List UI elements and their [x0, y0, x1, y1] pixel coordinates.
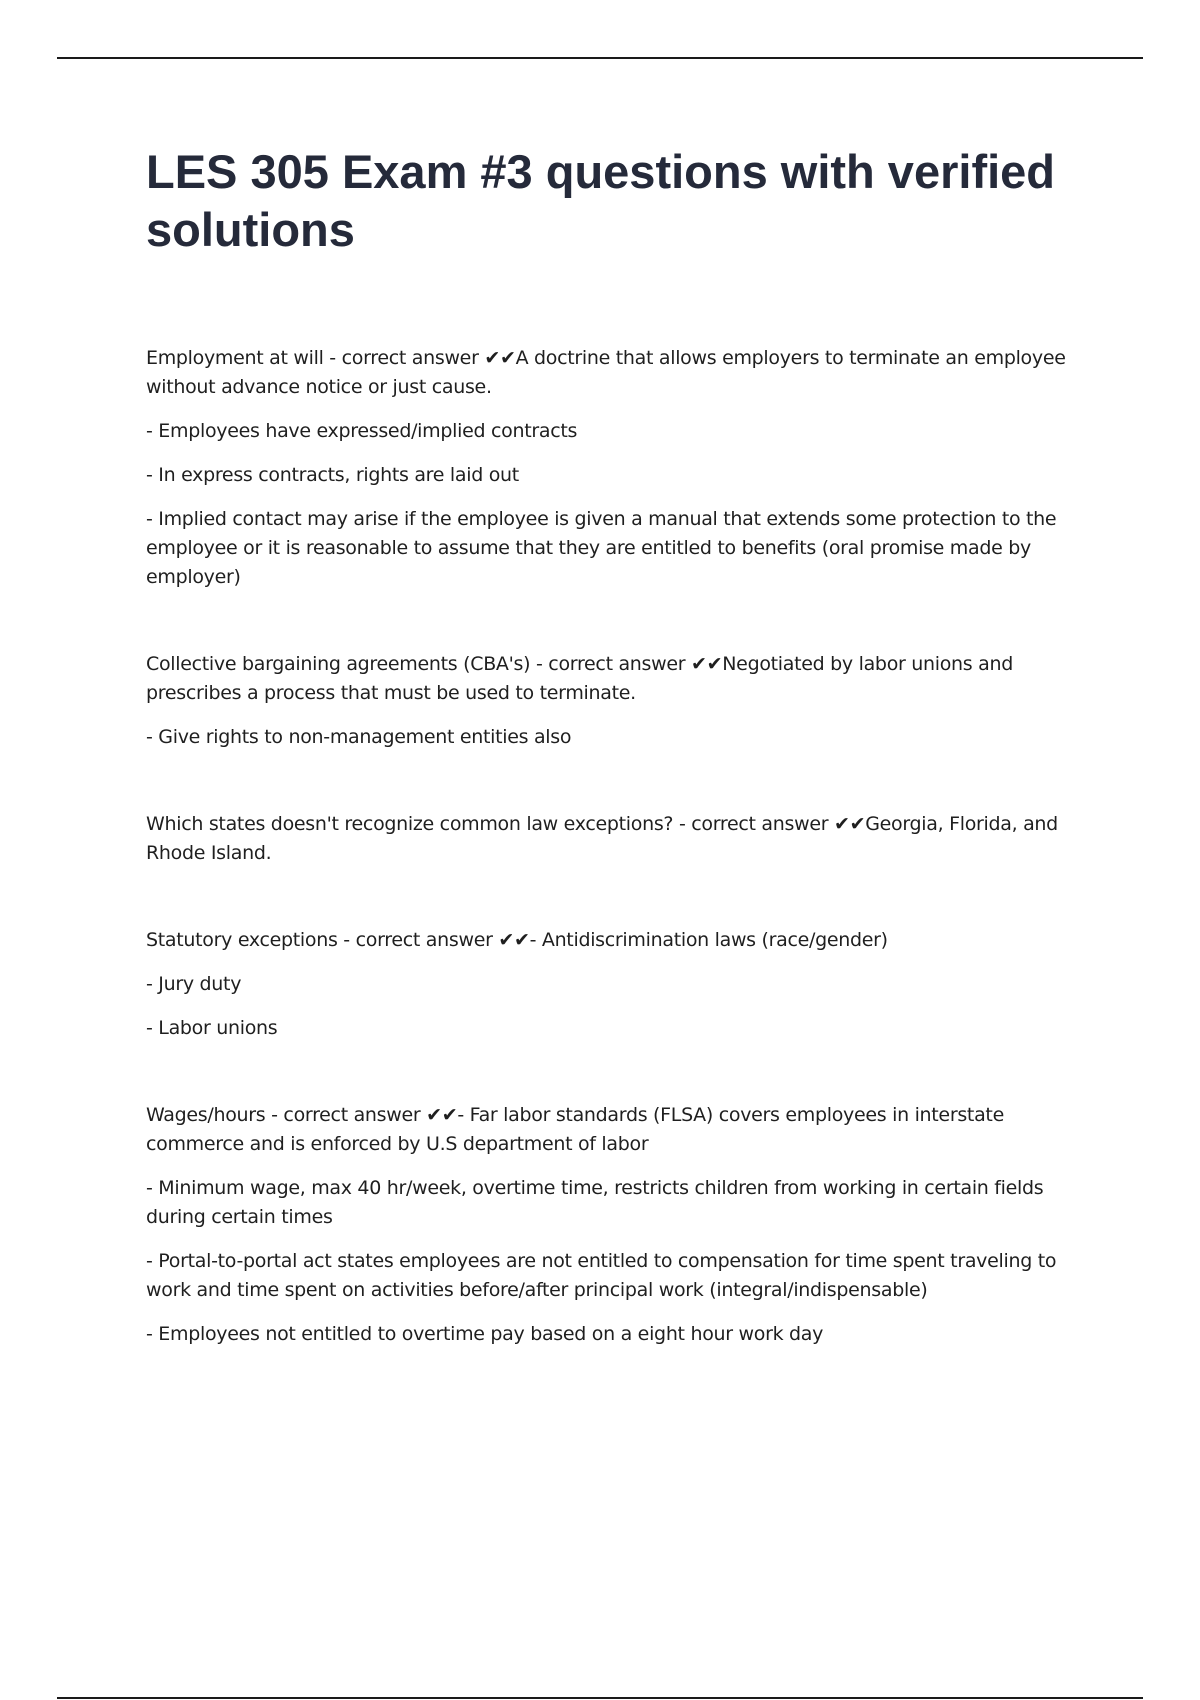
qa-question-answer: Which states doesn't recognize common law exceptions? - correct answer ✔✔Georgia, Florida, and Rhode Island.	[146, 813, 1058, 864]
qa-block-collective-bargaining	[146, 650, 1096, 752]
bottom-rule	[57, 1697, 1143, 1699]
qa-detail: - In express contracts, rights are laid out	[146, 464, 519, 486]
qa-detail: - Jury duty	[146, 973, 242, 995]
qa-detail: - Portal-to-portal act states employees are not entitled to compensation for time spent traveling to work and time spent on activities before/after principal work (integral/indispensable)	[146, 1250, 1057, 1301]
qa-question-answer: Statutory exceptions - correct answer ✔✔- Antidiscrimination laws (race/gender)	[146, 929, 888, 951]
qa-question-answer: Employment at will - correct answer ✔✔A doctrine that allows employers to terminate an employee without advance notice or just cause.	[146, 347, 1066, 398]
qa-block-statutory-exceptions	[146, 926, 1096, 1043]
qa-detail: - Minimum wage, max 40 hr/week, overtime time, restricts children from working in certain fields during certain times	[146, 1177, 1044, 1228]
qa-detail: - Employees have expressed/implied contracts	[146, 420, 578, 442]
qa-detail: - Give rights to non-management entities also	[146, 726, 572, 748]
qa-block-common-law-exceptions	[146, 810, 1096, 868]
top-rule	[57, 57, 1143, 59]
qa-block-employment-at-will	[146, 344, 1096, 592]
qa-block-wages-hours	[146, 1101, 1096, 1349]
page-title: LES 305 Exam #3 questions with verified solutions	[146, 145, 1055, 256]
qa-detail: - Employees not entitled to overtime pay based on a eight hour work day	[146, 1323, 824, 1345]
qa-detail: - Implied contact may arise if the employee is given a manual that extends some protection to the employee or it is reasonable to assume that they are entitled to benefits (oral promise made by employer)	[146, 508, 1057, 588]
qa-detail: - Labor unions	[146, 1017, 278, 1039]
document-body	[146, 344, 1096, 1407]
qa-question-answer: Wages/hours - correct answer ✔✔- Far labor standards (FLSA) covers employees in interstate commerce and is enforced by U.S department of labor	[146, 1104, 1004, 1155]
qa-question-answer: Collective bargaining agreements (CBA's) - correct answer ✔✔Negotiated by labor unions and prescribes a process that must be used to terminate.	[146, 653, 1013, 704]
